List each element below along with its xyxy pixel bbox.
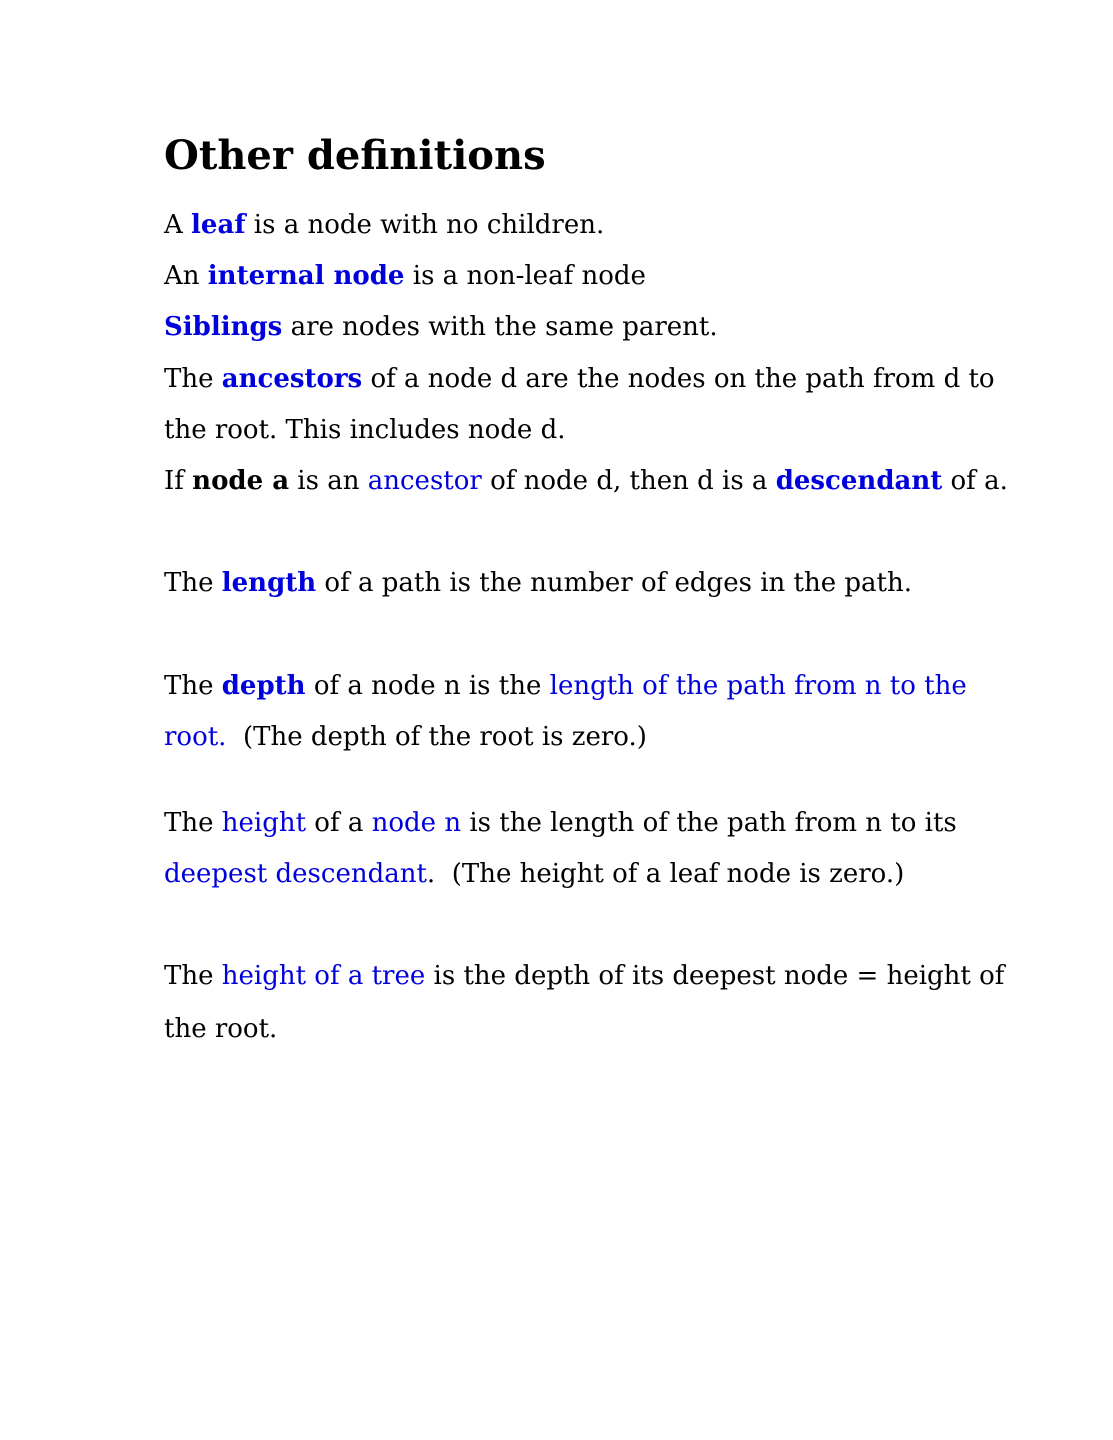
descendant-text-1: is an bbox=[289, 466, 368, 496]
definition-internal-node bbox=[164, 259, 646, 293]
ancestor-highlight: ancestor bbox=[367, 466, 482, 496]
term-siblings: Siblings bbox=[164, 312, 283, 342]
height-note: . (The height of a leaf node is zero.) bbox=[426, 859, 905, 889]
term-height: height bbox=[221, 808, 307, 838]
internal-prefix: An bbox=[164, 261, 208, 291]
node-a-label: node a bbox=[192, 466, 290, 496]
ancestors-text: of a node d are the nodes on the path from d to bbox=[362, 364, 995, 394]
page-title: Other definitions bbox=[164, 132, 546, 179]
leaf-text: is a node with no children. bbox=[245, 210, 605, 240]
ancestors-prefix: The bbox=[164, 364, 222, 394]
height-text-1: of a bbox=[306, 808, 372, 838]
definition-tree-height bbox=[164, 959, 1004, 993]
depth-highlight-1: length of the path from n to the bbox=[549, 671, 967, 701]
term-height-of-a-tree: height of a tree bbox=[221, 961, 426, 991]
descendant-text-2: of node d, then d is a bbox=[481, 466, 776, 496]
depth-highlight-2: root. bbox=[164, 722, 227, 752]
definition-descendant bbox=[164, 464, 1008, 498]
descendant-prefix: If bbox=[164, 466, 193, 496]
definition-leaf bbox=[164, 208, 604, 242]
depth-note: (The depth of the root is zero.) bbox=[226, 722, 647, 752]
definition-ancestors bbox=[164, 362, 995, 396]
definition-depth-continued bbox=[164, 720, 647, 754]
descendant-text-3: of a. bbox=[942, 466, 1008, 496]
definition-depth bbox=[164, 669, 967, 703]
leaf-prefix: A bbox=[164, 210, 192, 240]
height-prefix: The bbox=[164, 808, 222, 838]
term-depth: depth bbox=[221, 671, 306, 701]
node-n-highlight: node n bbox=[371, 808, 462, 838]
term-internal-node: internal node bbox=[207, 261, 405, 291]
length-text: of a path is the number of edges in the path. bbox=[316, 568, 912, 598]
length-prefix: The bbox=[164, 568, 222, 598]
height-text-2: is the length of the path from n to its bbox=[461, 808, 957, 838]
deepest-descendant-highlight: deepest descendant bbox=[164, 859, 427, 889]
tree-height-prefix: The bbox=[164, 961, 222, 991]
definition-height-continued bbox=[164, 857, 904, 891]
definition-length bbox=[164, 566, 912, 600]
term-descendant: descendant bbox=[775, 466, 943, 496]
definition-siblings bbox=[164, 310, 718, 344]
internal-text: is a non-leaf node bbox=[404, 261, 646, 291]
term-leaf: leaf bbox=[191, 210, 246, 240]
depth-text: of a node n is the bbox=[305, 671, 550, 701]
term-ancestors: ancestors bbox=[221, 364, 363, 394]
tree-height-text: is the depth of its deepest node = height of bbox=[425, 961, 1005, 991]
definition-height bbox=[164, 806, 957, 840]
term-length: length bbox=[221, 568, 317, 598]
siblings-text: are nodes with the same parent. bbox=[282, 312, 718, 342]
definition-tree-height-continued: the root. bbox=[164, 1014, 278, 1044]
depth-prefix: The bbox=[164, 671, 222, 701]
definition-ancestors-continued: the root. This includes node d. bbox=[164, 415, 566, 445]
